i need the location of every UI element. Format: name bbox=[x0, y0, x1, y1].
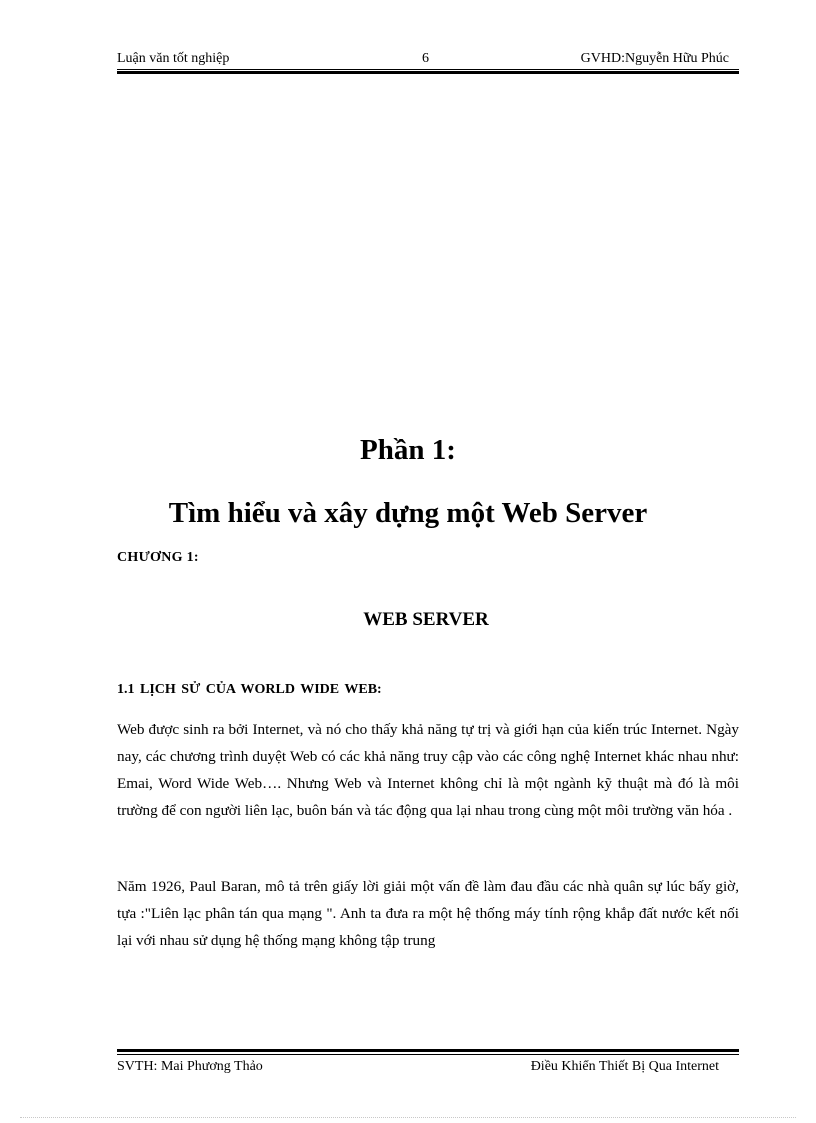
header-rule-thick bbox=[117, 71, 739, 74]
chapter-title: WEB SERVER bbox=[363, 609, 489, 630]
footer-topic: Điều Khiển Thiết Bị Qua Internet bbox=[530, 1059, 719, 1074]
page-footer bbox=[117, 1058, 739, 1076]
header-advisor: GVHD:Nguyễn Hữu Phúc bbox=[580, 51, 729, 66]
page-number: 6 bbox=[422, 51, 429, 66]
section-heading: 1.1 LỊCH SỬ CỦA WORLD WIDE WEB: bbox=[117, 682, 382, 697]
part-label: Phần 1: bbox=[360, 434, 456, 466]
page-header bbox=[117, 50, 739, 68]
header-rule-thin bbox=[117, 69, 739, 70]
part-title: Tìm hiểu và xây dựng một Web Server bbox=[168, 497, 648, 529]
footer-rule-thick bbox=[117, 1049, 739, 1052]
chapter-label: CHƯƠNG 1: bbox=[117, 550, 199, 565]
footer-student: SVTH: Mai Phương Thảo bbox=[117, 1059, 263, 1074]
header-thesis-label: Luận văn tốt nghiệp bbox=[117, 51, 230, 66]
paragraph-1: Web được sinh ra bởi Internet, và nó cho thấy khả năng tự trị và giới hạn của kiến trúc Internet. Ngày nay, các chương trình duyệt Web có các khả năng truy cập vào các công nghệ Internet khác nhau như: Emai, Word Wide Web…. Nhưng Web và Internet không chỉ là một ngành kỹ thuật mà đó là môi trường để con người liên lạc, buôn bán và tác động qua lại nhau trong cùng một môi trường văn hóa . bbox=[117, 721, 739, 819]
paragraph-2: Năm 1926, Paul Baran, mô tả trên giấy lời giải một vấn đề làm đau đầu các nhà quân sự lúc bấy giờ, tựa :"Liên lạc phân tán qua mạng ". Anh ta đưa ra một hệ thống máy tính rộng khắp đất nước kết nối lại với nhau sử dụng hệ thống mạng không tập trung bbox=[117, 878, 739, 949]
page-edge-divider bbox=[20, 1117, 796, 1118]
footer-rule-thin bbox=[117, 1054, 739, 1055]
